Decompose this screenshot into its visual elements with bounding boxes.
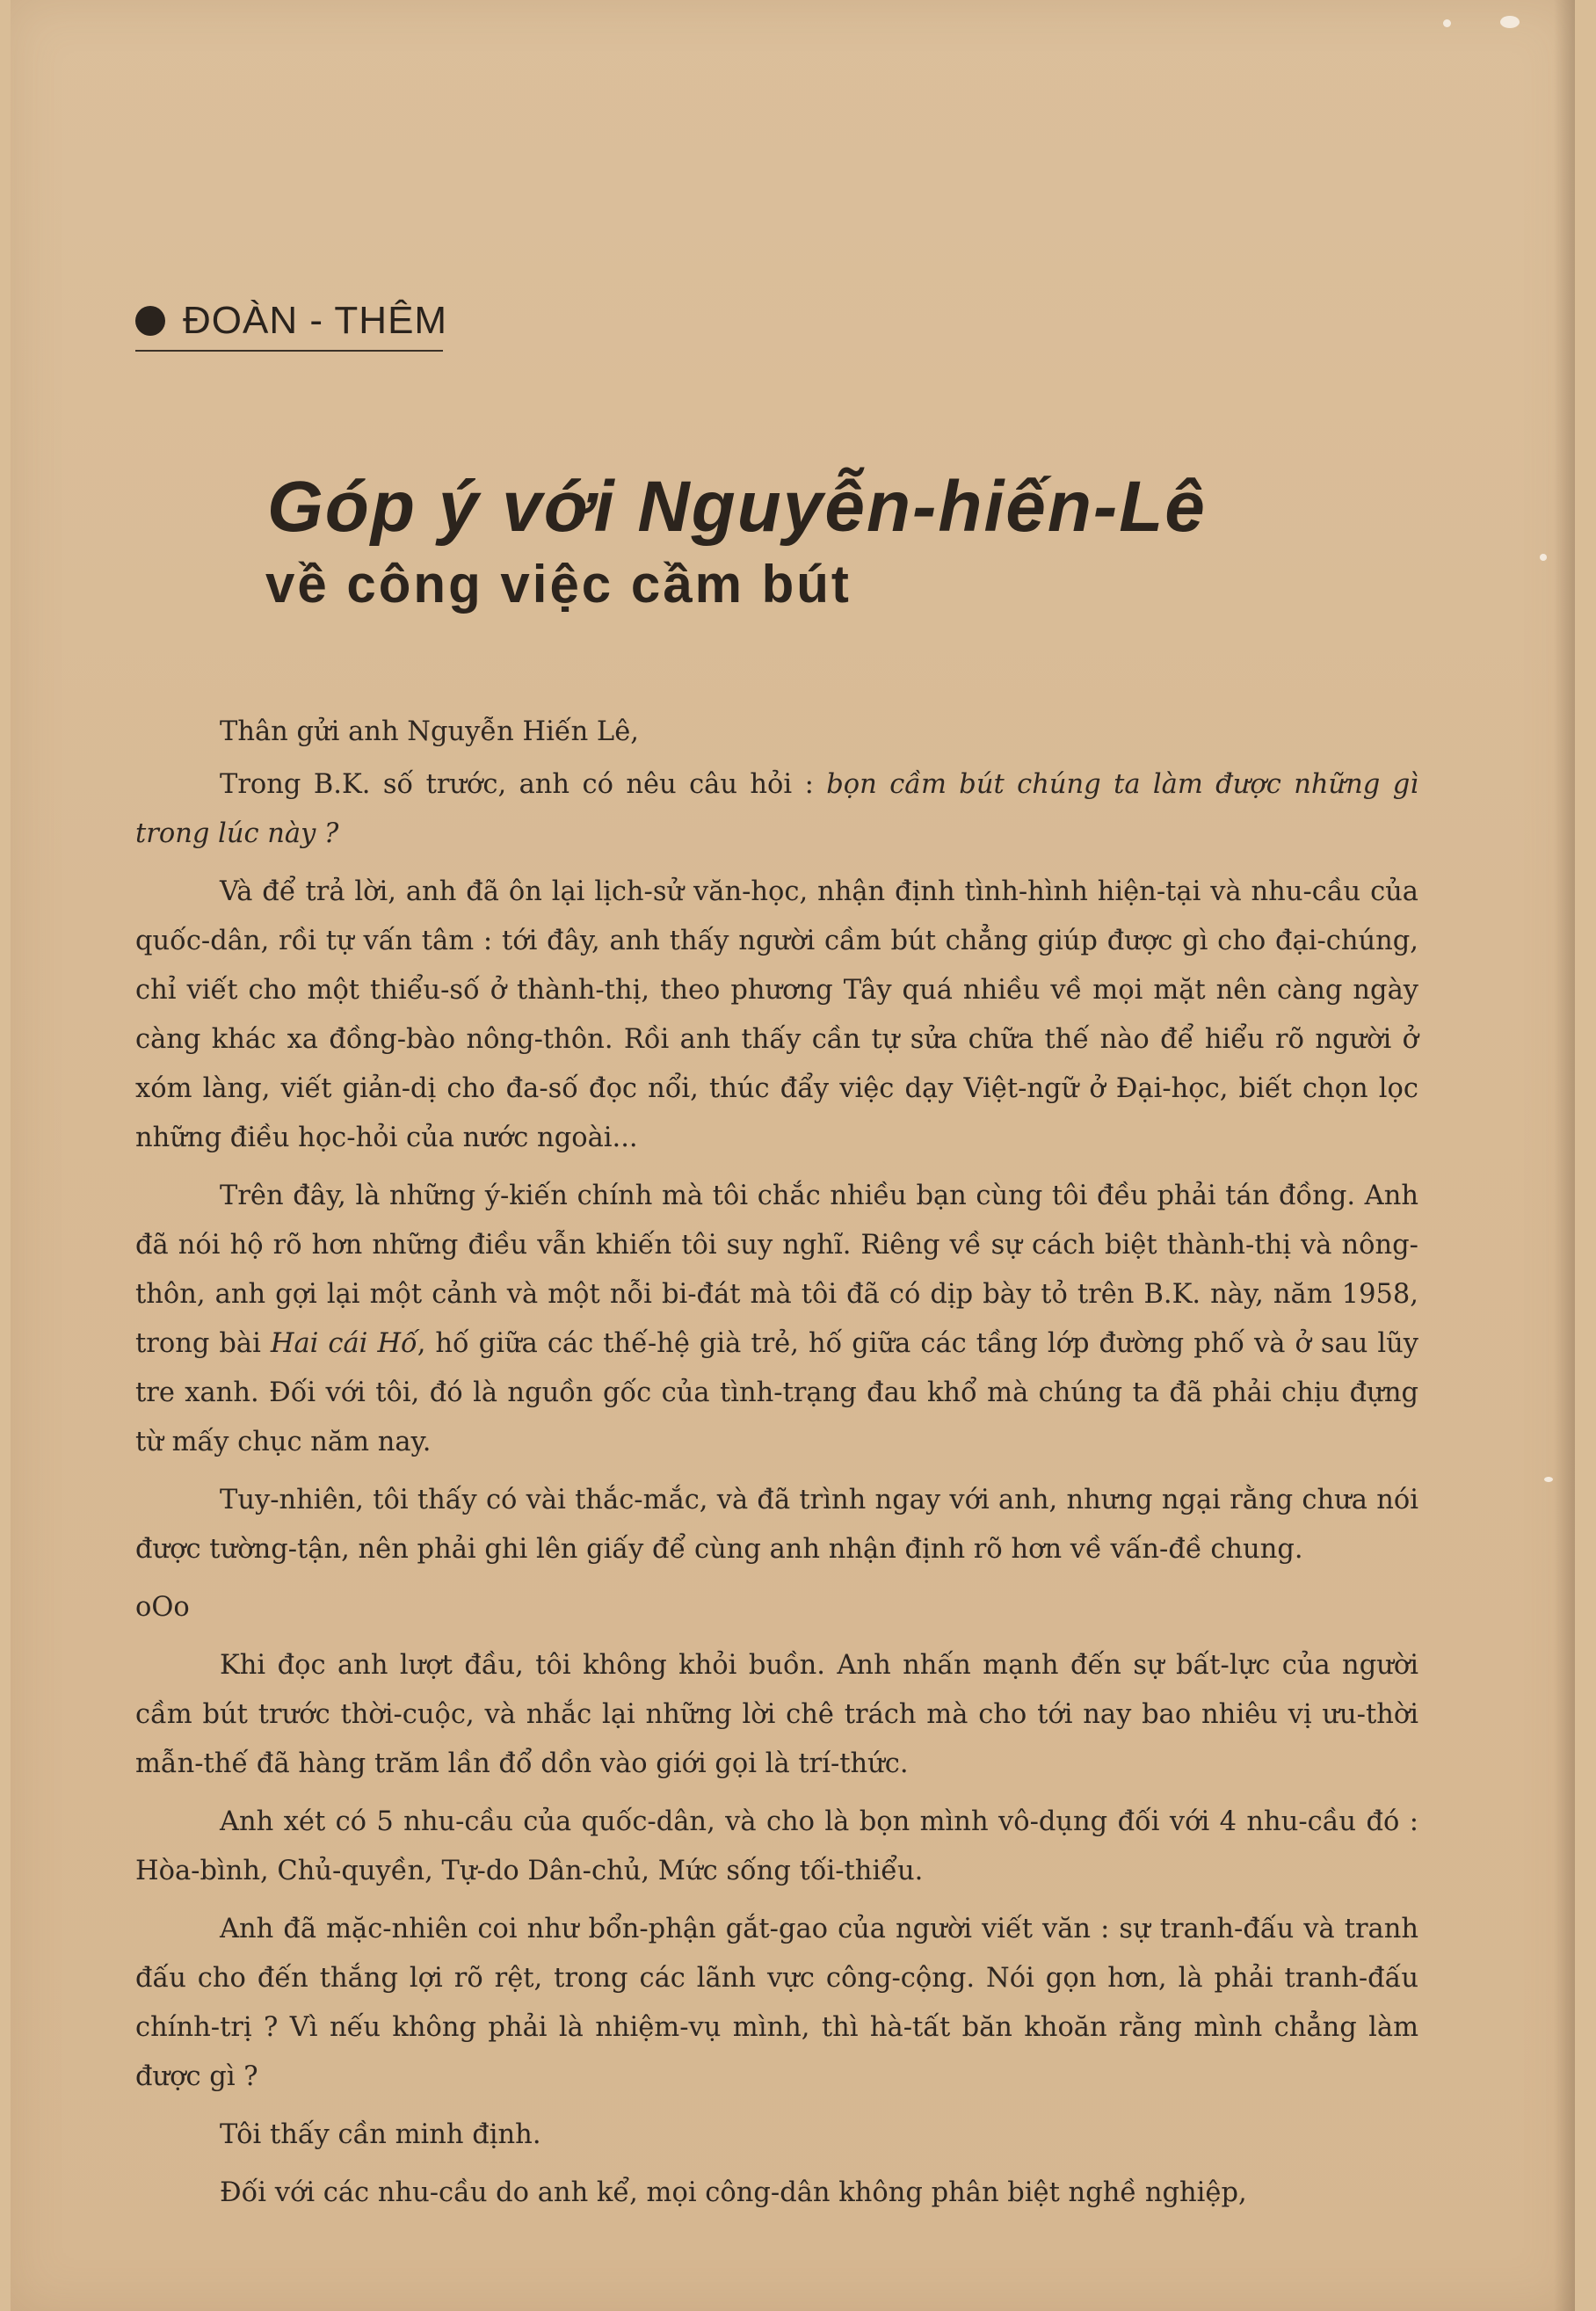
paper-speck — [1500, 16, 1520, 28]
paragraph-8: Tôi thấy cần minh định. — [220, 2119, 541, 2150]
bullet-icon — [135, 306, 165, 336]
article-subtitle: về công việc cầm bút — [265, 555, 852, 614]
document-page — [11, 0, 1575, 2311]
paragraph-1-question: bọn cầm bút chúng ta làm được những gì trong lúc này ? — [135, 769, 1418, 849]
paragraph-7: Anh đã mặc-nhiên coi như bổn-phận gắt-gao của người viết văn : sự tranh-đấu và tranh đấu cho đến thắng lợi rõ rệt, trong các lãnh vực công-cộng. Nói gọn hơn, là phải tranh-đấu chính-trị ? Vì nếu không phải là nhiệm-vụ mình, thì hà-tất băn khoăn rằng mình chẳng làm được gì ? — [135, 1914, 1418, 2092]
paragraph-5: Khi đọc anh lượt đầu, tôi không khỏi buồn. Anh nhấn mạnh đến sự bất-lực của người cầm bút trước thời-cuộc, và nhắc lại những lời chê trách mà cho tới nay bao nhiêu vị ưu-thời mẫn-thế đã hàng trăm lần đổ dồn vào giới gọi là trí-thức. — [135, 1650, 1418, 1779]
paragraph-9: Đối với các nhu-cầu do anh kể, mọi công-dân không phân biệt nghề nghiệp, — [220, 2177, 1247, 2208]
paragraph-3-article-ref: Hai cái Hố — [270, 1328, 417, 1359]
paragraph-6: Anh xét có 5 nhu-cầu của quốc-dân, và cho là bọn mình vô-dụng đối với 4 nhu-cầu đó : Hòa-bình, Chủ-quyền, Tự-do Dân-chủ, Mức sống tối-thiểu. — [135, 1806, 1418, 1886]
paragraph-3 — [135, 1172, 1418, 1467]
salutation: Thân gửi anh Nguyễn Hiến Lê, — [220, 716, 639, 747]
author-name: ĐOÀN - THÊM — [183, 299, 448, 342]
paragraph-3-start: Trên đây, là những ý-kiến chính mà tôi chắc nhiều bạn cùng tôi đều phải tán đồng. Anh đã nói hộ rõ hơn những điều vẫn khiến tôi suy nghĩ. Riêng về sự cách biệt thành-thị và nông-thôn, anh gợi lại một cảnh và một nỗi bi-đát mà tôi đã có dịp bày tỏ trên B.K. này, năm 1958, trong bài — [135, 1181, 1418, 1359]
article-title: Góp ý với Nguyễn-hiến-Lê — [267, 467, 1207, 547]
paragraph-3-end: , hố giữa các thế-hệ già trẻ, hố giữa các tầng lớp đường phố và ở sau lũy tre xanh. Đối với tôi, đó là nguồn gốc của tình-trạng đau khổ mà chúng ta đã phải chịu đựng từ mấy chục năm nay. — [135, 1328, 1418, 1457]
paragraph-1-text: Trong B.K. số trước, anh có nêu câu hỏi : — [220, 769, 827, 800]
article-body — [135, 708, 1418, 2227]
section-separator: oOo — [135, 1592, 190, 1623]
paper-speck — [1443, 19, 1451, 27]
paragraph-1 — [135, 760, 1418, 859]
paragraph-4: Tuy-nhiên, tôi thấy có vài thắc-mắc, và đã trình ngay với anh, nhưng ngại rằng chưa nói được tường-tận, nên phải ghi lên giấy để cùng anh nhận định rõ hơn về vấn-đề chung. — [135, 1485, 1418, 1565]
paper-speck — [1544, 1477, 1553, 1482]
author-line — [135, 299, 447, 343]
author-underline — [135, 350, 443, 352]
paragraph-2: Và để trả lời, anh đã ôn lại lịch-sử văn-học, nhận định tình-hình hiện-tại và nhu-cầu của quốc-dân, rồi tự vấn tâm : tới đây, anh thấy người cầm bút chẳng giúp được gì cho đại-chúng, chỉ viết cho một thiểu-số ở thành-thị, theo phương Tây quá nhiều về mọi mặt nên càng ngày càng khác xa đồng-bào nông-thôn. Rồi anh thấy cần tự sửa chữa thế nào để hiểu rõ người ở xóm làng, viết giản-dị cho đa-số đọc nổi, thúc đẩy việc dạy Việt-ngữ ở Đại-học, biết chọn lọc những điều học-hỏi của nước ngoài... — [135, 876, 1418, 1153]
page-edge-shadow — [1554, 0, 1575, 2311]
paper-speck — [1540, 554, 1547, 561]
